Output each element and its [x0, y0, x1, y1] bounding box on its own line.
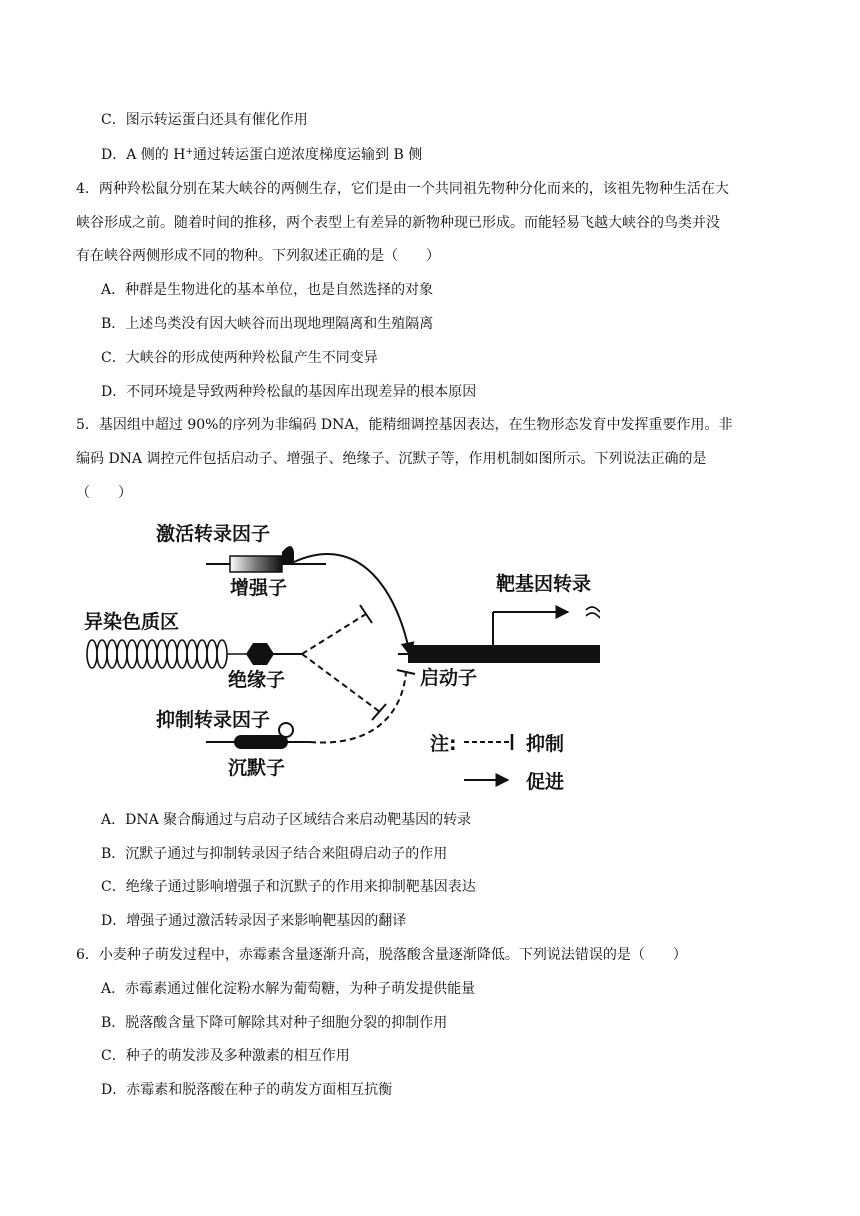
q4-option-a: A．种群是生物进化的基本单位，也是自然选择的对象 — [101, 282, 434, 298]
q4-stem-line3: 有在峡谷两侧形成不同的物种。下列叙述正确的是（ ） — [76, 248, 440, 264]
legend-promote-label: 促进 — [526, 771, 565, 793]
q6-option-d: D．赤霉素和脱落酸在种子的萌发方面相互抗衡 — [101, 1082, 393, 1098]
activator-tf-label: 激活转录因子 — [156, 523, 271, 545]
q3-option-d — [101, 145, 422, 165]
q5-stem-line2: 编码 DNA 调控元件包括启动子、增强子、绝缘子、沉默子等，作用机制如图所示。下列说法正确的是 — [76, 451, 707, 467]
q4-stem-line2: 峡谷形成之前。随着时间的推移，两个表型上有差异的新物种现已形成。而能轻易飞越大峡谷的鸟类并没 — [76, 215, 720, 231]
insulator-label: 绝缘子 — [228, 669, 286, 691]
silencer-inhibition-line — [310, 672, 406, 743]
q5-stem-line3: （ ） — [76, 485, 132, 501]
q3-option-d-pre: D．A 侧的 H — [101, 147, 186, 163]
q5-option-c: C．绝缘子通过影响增强子和沉默子的作用来抑制靶基因表达 — [101, 879, 476, 895]
q5-option-d: D．增强子通过激活转录因子来影响靶基因的翻译 — [101, 913, 407, 929]
q5-option-a: A．DNA 聚合酶通过与启动子区域结合来启动靶基因的转录 — [101, 812, 472, 828]
enhancer-promote-arrow — [294, 554, 410, 655]
regulation-diagram — [80, 512, 600, 802]
q5-stem-line1: 5．基因组中超过 90%的序列为非编码 DNA，能精细调控基因表达，在生物形态发育中发挥重要作用。非 — [76, 417, 733, 433]
q6-option-b: B．脱落酸含量下降可解除其对种子细胞分裂的抑制作用 — [101, 1015, 448, 1031]
q6-stem-line1: 6．小麦种子萌发过程中，赤霉素含量逐渐升高，脱落酸含量逐渐降低。下列说法错误的是（ ） — [76, 947, 687, 963]
heterochromatin-label: 异染色质区 — [84, 611, 180, 633]
enhancer-label: 增强子 — [230, 577, 288, 599]
heterochromatin-coil — [87, 640, 250, 668]
silencer-label: 沉默子 — [228, 757, 286, 779]
q4-option-d: D．不同环境是导致两种羚松鼠的基因库出现差异的根本原因 — [101, 384, 477, 400]
legend — [430, 732, 564, 793]
insulator-element — [246, 643, 302, 665]
legend-inhibit-label: 抑制 — [526, 733, 565, 755]
promoter-gene-bar — [398, 645, 600, 663]
q5-option-b: B．沉默子通过与抑制转录因子结合来阻碍启动子的作用 — [101, 846, 448, 862]
repressor-tf-label: 抑制转录因子 — [156, 709, 271, 731]
insulator-inhibition-lines — [302, 605, 386, 720]
q4-option-b: B．上述鸟类没有因大峡谷而出现地理隔离和生殖隔离 — [101, 316, 434, 332]
promoter-label: 启动子 — [420, 667, 478, 689]
q3-option-d-post: 通过转运蛋白逆浓度梯度运输到 B 侧 — [193, 147, 423, 163]
target-transcription-label: 靶基因转录 — [496, 573, 592, 595]
legend-note-label: 注: — [430, 733, 457, 755]
q6-option-a: A．赤霉素通过催化淀粉水解为葡萄糖，为种子萌发提供能量 — [101, 981, 476, 997]
q6-option-c: C．种子的萌发涉及多种激素的相互作用 — [101, 1048, 350, 1064]
mrna-wave-icon — [586, 607, 600, 619]
q3-option-d-sup: + — [185, 147, 193, 157]
q4-option-c: C．大峡谷的形成使两种羚松鼠产生不同变异 — [101, 350, 378, 366]
q3-option-c: C．图示转运蛋白还具有催化作用 — [101, 112, 308, 128]
q4-stem-line1: 4．两种羚松鼠分别在某大峡谷的两侧生存，它们是由一个共同祖先物种分化而来的，该祖先物种生活在大 — [76, 181, 729, 197]
transcription-arrow — [493, 612, 568, 645]
enhancer-element — [206, 546, 326, 572]
